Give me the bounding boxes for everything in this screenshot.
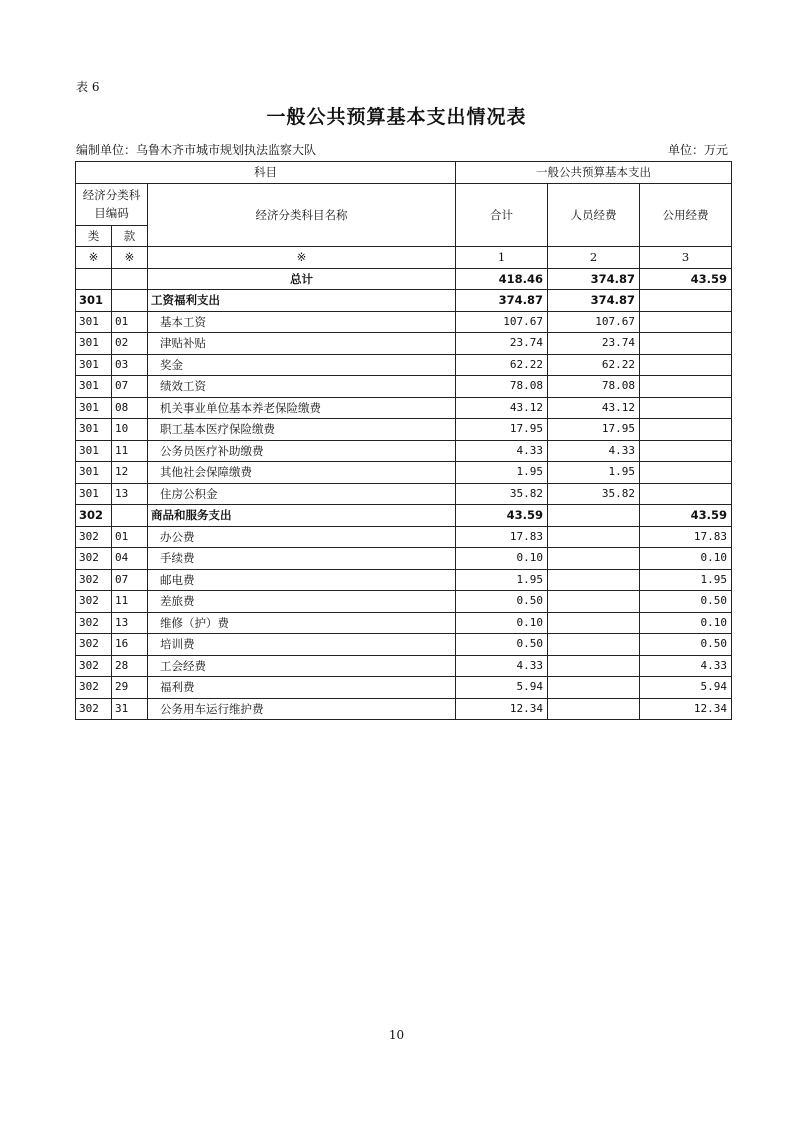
kuan-cell: 31 [112,698,148,720]
public-cell [640,462,732,484]
personnel-cell: 1.95 [548,462,640,484]
public-cell: 43.59 [640,505,732,527]
lei-cell: 302 [76,698,112,720]
public-cell: 17.83 [640,526,732,548]
name-cell: 公务用车运行维护费 [148,698,456,720]
personnel-cell [548,548,640,570]
total-cell: 4.33 [456,440,548,462]
table-row [76,569,732,591]
personnel-cell [548,655,640,677]
kuan-cell: 02 [112,333,148,355]
name-cell: 手续费 [148,548,456,570]
public-cell [640,376,732,398]
personnel-cell [548,698,640,720]
total-cell: 0.10 [456,612,548,634]
kuan-cell: 28 [112,655,148,677]
total-cell: 1.95 [456,462,548,484]
personnel-cell [548,505,640,527]
public-cell: 12.34 [640,698,732,720]
name-cell: 邮电费 [148,569,456,591]
kuan-cell: 29 [112,677,148,699]
kuan-cell: 03 [112,354,148,376]
lei-cell: 301 [76,333,112,355]
public-cell: 0.50 [640,634,732,656]
table-row [76,548,732,570]
total-cell: 0.10 [456,548,548,570]
lei-cell: 302 [76,677,112,699]
total-cell: 5.94 [456,677,548,699]
header-total-col: 合计 [456,183,548,247]
kuan-cell [112,290,148,312]
lei-cell: 301 [76,419,112,441]
table-row [76,419,732,441]
lei-cell: 302 [76,591,112,613]
table-row [76,462,732,484]
name-cell: 差旅费 [148,591,456,613]
kuan-cell: 07 [112,376,148,398]
budget-table [75,161,732,720]
kuan-cell: 01 [112,526,148,548]
lei-cell: 302 [76,569,112,591]
total-amount: 418.46 [456,268,548,290]
category-row [76,505,732,527]
kuan-cell: 11 [112,591,148,613]
header-kuan: 款 [112,225,148,247]
total-cell: 4.33 [456,655,548,677]
name-cell: 福利费 [148,677,456,699]
lei-cell: 301 [76,290,112,312]
table-row [76,483,732,505]
personnel-cell: 23.74 [548,333,640,355]
lei-cell: 301 [76,462,112,484]
name-cell: 津贴补贴 [148,333,456,355]
table-row [76,354,732,376]
kuan-cell: 07 [112,569,148,591]
public-cell [640,440,732,462]
table-row [76,612,732,634]
total-cell: 107.67 [456,311,548,333]
page-number: 10 [388,1028,405,1042]
personnel-cell: 4.33 [548,440,640,462]
personnel-cell: 374.87 [548,290,640,312]
name-cell: 其他社会保障缴费 [148,462,456,484]
header-row-1 [76,162,732,184]
total-public: 43.59 [640,268,732,290]
personnel-cell [548,612,640,634]
lei-cell: 301 [76,397,112,419]
table-body [76,162,732,720]
public-cell [640,419,732,441]
total-cell: 43.59 [456,505,548,527]
lei-cell: 301 [76,440,112,462]
table-row [76,655,732,677]
total-row-empty [76,268,112,290]
table-row [76,397,732,419]
public-cell [640,333,732,355]
kuan-cell: 04 [112,548,148,570]
name-cell: 住房公积金 [148,483,456,505]
total-cell: 1.95 [456,569,548,591]
personnel-cell [548,634,640,656]
lei-cell: 301 [76,354,112,376]
name-cell: 职工基本医疗保险缴费 [148,419,456,441]
personnel-cell: 62.22 [548,354,640,376]
header-public-col: 公用经费 [640,183,732,247]
mark-cell: ※ [76,247,112,269]
name-cell: 商品和服务支出 [148,505,456,527]
kuan-cell: 13 [112,612,148,634]
public-cell: 0.10 [640,548,732,570]
total-cell: 0.50 [456,591,548,613]
kuan-cell: 01 [112,311,148,333]
kuan-cell: 16 [112,634,148,656]
personnel-cell [548,526,640,548]
name-cell: 奖金 [148,354,456,376]
public-cell: 4.33 [640,655,732,677]
public-cell [640,483,732,505]
unit-label: 单位：万元 [667,143,728,157]
kuan-cell: 11 [112,440,148,462]
total-cell: 23.74 [456,333,548,355]
kuan-cell: 08 [112,397,148,419]
category-row [76,290,732,312]
total-cell: 78.08 [456,376,548,398]
header-name-col: 经济分类科目名称 [148,183,456,247]
personnel-cell [548,677,640,699]
kuan-cell: 12 [112,462,148,484]
column-number-3: 3 [640,247,732,269]
lei-cell: 302 [76,612,112,634]
table-row [76,677,732,699]
name-cell: 绩效工资 [148,376,456,398]
table-number: 表 6 [76,80,100,94]
personnel-cell [548,569,640,591]
page-title: 一般公共预算基本支出情况表 [266,106,527,128]
header-personnel-col: 人员经费 [548,183,640,247]
total-cell: 0.50 [456,634,548,656]
total-cell: 35.82 [456,483,548,505]
lei-cell: 301 [76,311,112,333]
personnel-cell: 17.95 [548,419,640,441]
total-cell: 43.12 [456,397,548,419]
name-cell: 机关事业单位基本养老保险缴费 [148,397,456,419]
lei-cell: 302 [76,655,112,677]
kuan-cell: 10 [112,419,148,441]
lei-cell: 302 [76,548,112,570]
table-row [76,440,732,462]
table-row [76,526,732,548]
lei-cell: 302 [76,505,112,527]
personnel-cell: 43.12 [548,397,640,419]
total-cell: 12.34 [456,698,548,720]
total-cell: 62.22 [456,354,548,376]
column-number-2: 2 [548,247,640,269]
name-cell: 工会经费 [148,655,456,677]
name-cell: 工资福利支出 [148,290,456,312]
personnel-cell: 35.82 [548,483,640,505]
lei-cell: 302 [76,526,112,548]
header-code-group: 经济分类科目编码 [76,183,148,225]
lei-cell: 301 [76,376,112,398]
table-row [76,311,732,333]
kuan-cell: 13 [112,483,148,505]
header-budget-group: 一般公共预算基本支出 [456,162,732,184]
header-row-2 [76,183,732,225]
total-label: 总计 [148,268,456,290]
column-number-1: 1 [456,247,548,269]
public-cell [640,311,732,333]
public-cell: 5.94 [640,677,732,699]
lei-cell: 301 [76,483,112,505]
public-cell [640,397,732,419]
total-cell: 374.87 [456,290,548,312]
name-cell: 公务员医疗补助缴费 [148,440,456,462]
header-row-4 [76,247,732,269]
total-row-empty [112,268,148,290]
total-cell: 17.95 [456,419,548,441]
public-cell [640,354,732,376]
name-cell: 维修（护）费 [148,612,456,634]
lei-cell: 302 [76,634,112,656]
organization-label: 编制单位：乌鲁木齐市城市规划执法监察大队 [76,143,317,157]
public-cell: 1.95 [640,569,732,591]
table-row [76,591,732,613]
name-cell: 培训费 [148,634,456,656]
total-cell: 17.83 [456,526,548,548]
table-row [76,698,732,720]
header-lei: 类 [76,225,112,247]
table-row [76,333,732,355]
personnel-cell: 107.67 [548,311,640,333]
name-cell: 基本工资 [148,311,456,333]
table-row [76,634,732,656]
personnel-cell: 78.08 [548,376,640,398]
kuan-cell [112,505,148,527]
header-subject: 科目 [76,162,456,184]
total-personnel: 374.87 [548,268,640,290]
unit-row [76,141,728,158]
total-row [76,268,732,290]
public-cell: 0.50 [640,591,732,613]
public-cell [640,290,732,312]
public-cell: 0.10 [640,612,732,634]
mark-cell: ※ [148,247,456,269]
mark-cell: ※ [112,247,148,269]
table-row [76,376,732,398]
name-cell: 办公费 [148,526,456,548]
personnel-cell [548,591,640,613]
